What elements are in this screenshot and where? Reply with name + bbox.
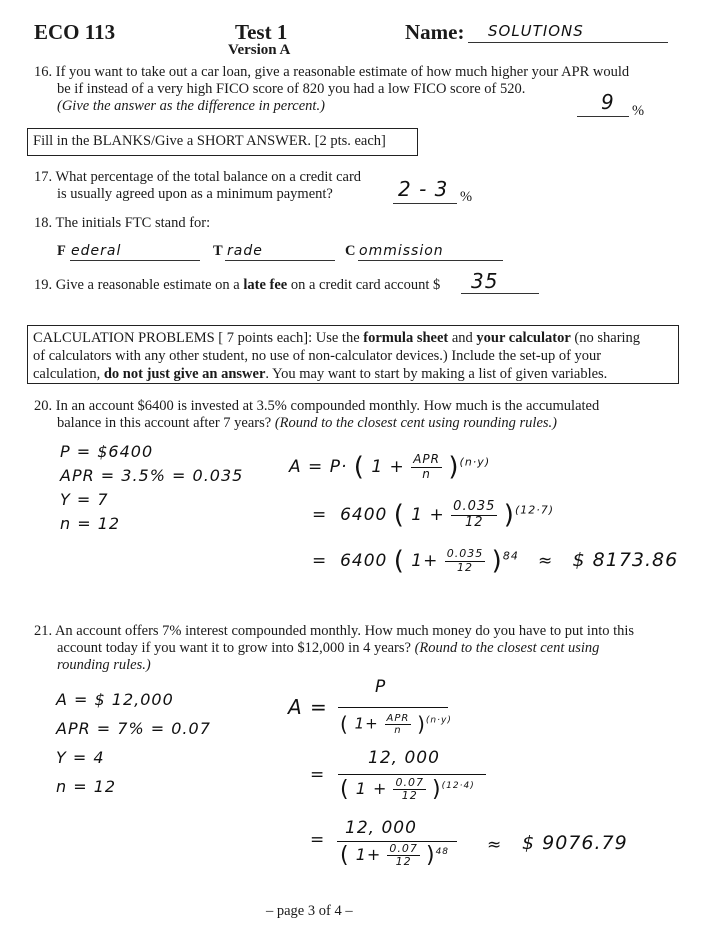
q20-f-den: n <box>422 466 431 481</box>
q18-c-answer: ommission <box>359 243 444 259</box>
q21-result: $ 9076.79 <box>522 832 628 854</box>
q21-line2a: account today if you want it to grow into $12,000 in 4 years? <box>57 640 411 656</box>
q20-var-p: P = $6400 <box>60 442 154 461</box>
q21-line2b: (Round to the closest cent using <box>414 640 600 656</box>
q21-f-fden: n <box>394 724 402 736</box>
q17-line2: is usually agreed upon as a minimum payment? <box>57 186 333 202</box>
q21-f-lhs: A = <box>288 695 328 719</box>
calc-line2: of calculators with any other student, no use of non-calculator devices.) Include the set-up of your <box>33 348 602 364</box>
q20-step3: = 6400 ( 1+ $\frac{0.035}{12}$ )$^{84}$ ≈ $ 8173.86 <box>312 546 679 576</box>
q20-s2-base: 6400 <box>340 505 388 525</box>
q20-var-y: Y = 7 <box>60 490 109 509</box>
q20-s2-den: 12 <box>465 514 484 530</box>
name-line <box>468 42 668 43</box>
q21-s2-num: 12, 000 <box>368 748 440 768</box>
name-value: SOLUTIONS <box>488 22 584 40</box>
q20-result: $ 8173.86 <box>572 549 679 571</box>
calc-instruction <box>33 329 678 383</box>
q21-s3-fnum: 0.07 <box>389 842 418 855</box>
calc-instruction-box <box>27 325 679 384</box>
q21-s2-fnum: 0.07 <box>395 776 424 789</box>
q20-s3-den: 12 <box>457 560 474 574</box>
q21-s2-exp: (12·4) <box>441 780 475 791</box>
page-number: – page 3 of 4 – <box>266 903 353 919</box>
q18-t-line <box>225 260 335 261</box>
q20-s3-eq: = <box>312 551 328 571</box>
q20-s2-eq: = <box>312 505 328 525</box>
q20-s2-one: 1 + <box>411 505 445 525</box>
q19-answer: 35 <box>471 269 499 293</box>
q20-var-apr: APR = 3.5% = 0.035 <box>60 466 244 485</box>
q21-line1: 21. An account offers 7% interest compounded monthly. How much money do you have to put into this <box>34 623 635 639</box>
q21-s2-fden: 12 <box>401 789 418 803</box>
q21-var-n: n = 12 <box>56 777 117 796</box>
q21-line3: rounding rules.) <box>57 657 151 673</box>
q18-f-line <box>70 260 200 261</box>
q19-text-pre: 19. Give a reasonable estimate on a <box>34 277 240 293</box>
q21-vars <box>56 685 211 801</box>
q17-answer: 2 - 3 <box>398 177 449 201</box>
q18-c-line <box>358 260 503 261</box>
q21-s3-one: 1+ <box>355 845 382 865</box>
q19-answer-line <box>461 293 539 294</box>
q16-answer: 9 <box>601 90 615 114</box>
q16-line3: (Give the answer as the difference in percent.) <box>57 98 325 114</box>
q20-step2: = 6400 ( 1 + $\frac{0.035}{12}$ )$^{(12\cdot 7)}$ <box>312 499 555 530</box>
calc-t5: . You may want to start by making a list of given variables. <box>265 366 608 382</box>
q19-text-post: on a credit card account $ <box>290 277 441 293</box>
q21-s3-exp: 48 <box>435 846 450 857</box>
q20-line2 <box>57 415 557 432</box>
name-label: Name: <box>405 20 465 44</box>
q21-s2-den: ( 1 + $\frac{0.07}{12}$ )$^{(12\cdot 4)}$ <box>340 776 475 803</box>
q21-f-one: 1+ <box>354 714 379 733</box>
q21-s3-den: ( 1+ $\frac{0.07}{12}$ )$^{48}$ <box>340 842 450 869</box>
q21-s3-num: 12, 000 <box>345 818 417 838</box>
q21-f-den: ( 1+ $\frac{\text{APR}}{n}$ )$^{(n\cdot y)}$ <box>340 712 452 736</box>
q21-s3-eq: = <box>310 830 326 850</box>
q20-line2a: balance in this account after 7 years? <box>57 415 272 431</box>
q20-f-exp: (n·y) <box>459 455 491 469</box>
blanks-instruction-box <box>27 128 418 156</box>
q20-f-num: APR <box>413 452 440 467</box>
q21-s3-fden: 12 <box>395 855 412 869</box>
q20-f-p: P· <box>329 457 348 477</box>
q20-var-n: n = 12 <box>60 514 121 533</box>
q16-unit: % <box>632 103 645 119</box>
q19-text-bold: late fee <box>243 277 288 293</box>
q20-f-one: 1 + <box>371 457 405 477</box>
q18-f-letter: F <box>57 243 66 259</box>
q20-approx: ≈ <box>538 551 554 571</box>
q17-answer-line <box>393 203 457 204</box>
q20-line2b: (Round to the closest cent using rounding rules.) <box>274 415 557 431</box>
q20-s3-num: 0.035 <box>446 547 484 561</box>
q16-line2: be if instead of a very high FICO score of 820 you had a low FICO score of 520. <box>57 81 526 97</box>
q16-answer-line <box>577 116 629 117</box>
calc-t1: CALCULATION PROBLEMS [ 7 points each]: Use the <box>33 330 360 346</box>
q20-s2-exp: (12·7) <box>514 503 555 517</box>
q18-t-letter: T <box>213 243 223 259</box>
calc-b3: do not just give an answer <box>103 366 266 382</box>
course-code: ECO 113 <box>34 20 116 44</box>
q21-line2 <box>57 640 599 657</box>
q20-vars <box>60 440 243 536</box>
q20-s3-exp: 84 <box>502 549 519 563</box>
calc-t3: (no sharing <box>574 330 641 346</box>
calc-t2: and <box>451 330 473 346</box>
blanks-instruction: Fill in the BLANKS/Give a SHORT ANSWER. [2 pts. each] <box>33 133 386 149</box>
q18-t-answer: rade <box>227 243 263 259</box>
test-version: Version A <box>228 42 291 58</box>
q20-f-lhs: A = <box>289 457 324 477</box>
q21-var-a: A = $ 12,000 <box>56 690 174 709</box>
q20-line1: 20. In an account $6400 is invested at 3.5% compounded monthly. How much is the accumulated <box>34 398 600 414</box>
q21-var-apr: APR = 7% = 0.07 <box>56 719 211 738</box>
q20-s2-num: 0.035 <box>453 499 496 515</box>
q21-f-exp: (n·y) <box>425 715 452 726</box>
q20-formula: A = P· ( 1 + $\frac{\text{APR}}{n}$ )$^{(n\cdot y)}$ <box>289 452 491 482</box>
q16-line1: 16. If you want to take out a car loan, give a reasonable estimate of how much higher your APR would <box>34 64 630 80</box>
q21-var-y: Y = 4 <box>56 748 105 767</box>
q21-f-fnum: APR <box>386 712 410 724</box>
q21-s2-eq: = <box>310 765 326 785</box>
q21-s2-bar <box>338 774 486 775</box>
q21-f-num: P <box>375 677 387 697</box>
q20-s3-one: 1+ <box>411 551 439 571</box>
calc-b2: your calculator <box>476 330 571 346</box>
q19-text <box>34 277 440 294</box>
test-title: Test 1 <box>235 20 288 44</box>
calc-t4: calculation, <box>33 366 101 382</box>
q21-approx: ≈ <box>487 835 503 855</box>
calc-b1: formula sheet <box>363 330 449 346</box>
q18-c-letter: C <box>345 243 356 259</box>
q17-line1: 17. What percentage of the total balance on a credit card <box>34 169 362 185</box>
q21-s2-one: 1 + <box>355 779 388 799</box>
q20-s3-base: 6400 <box>340 551 388 571</box>
q17-unit: % <box>460 189 473 205</box>
q21-f-bar <box>338 707 448 708</box>
q18-f-answer: ederal <box>71 243 122 259</box>
q18-line1: 18. The initials FTC stand for: <box>34 215 211 231</box>
